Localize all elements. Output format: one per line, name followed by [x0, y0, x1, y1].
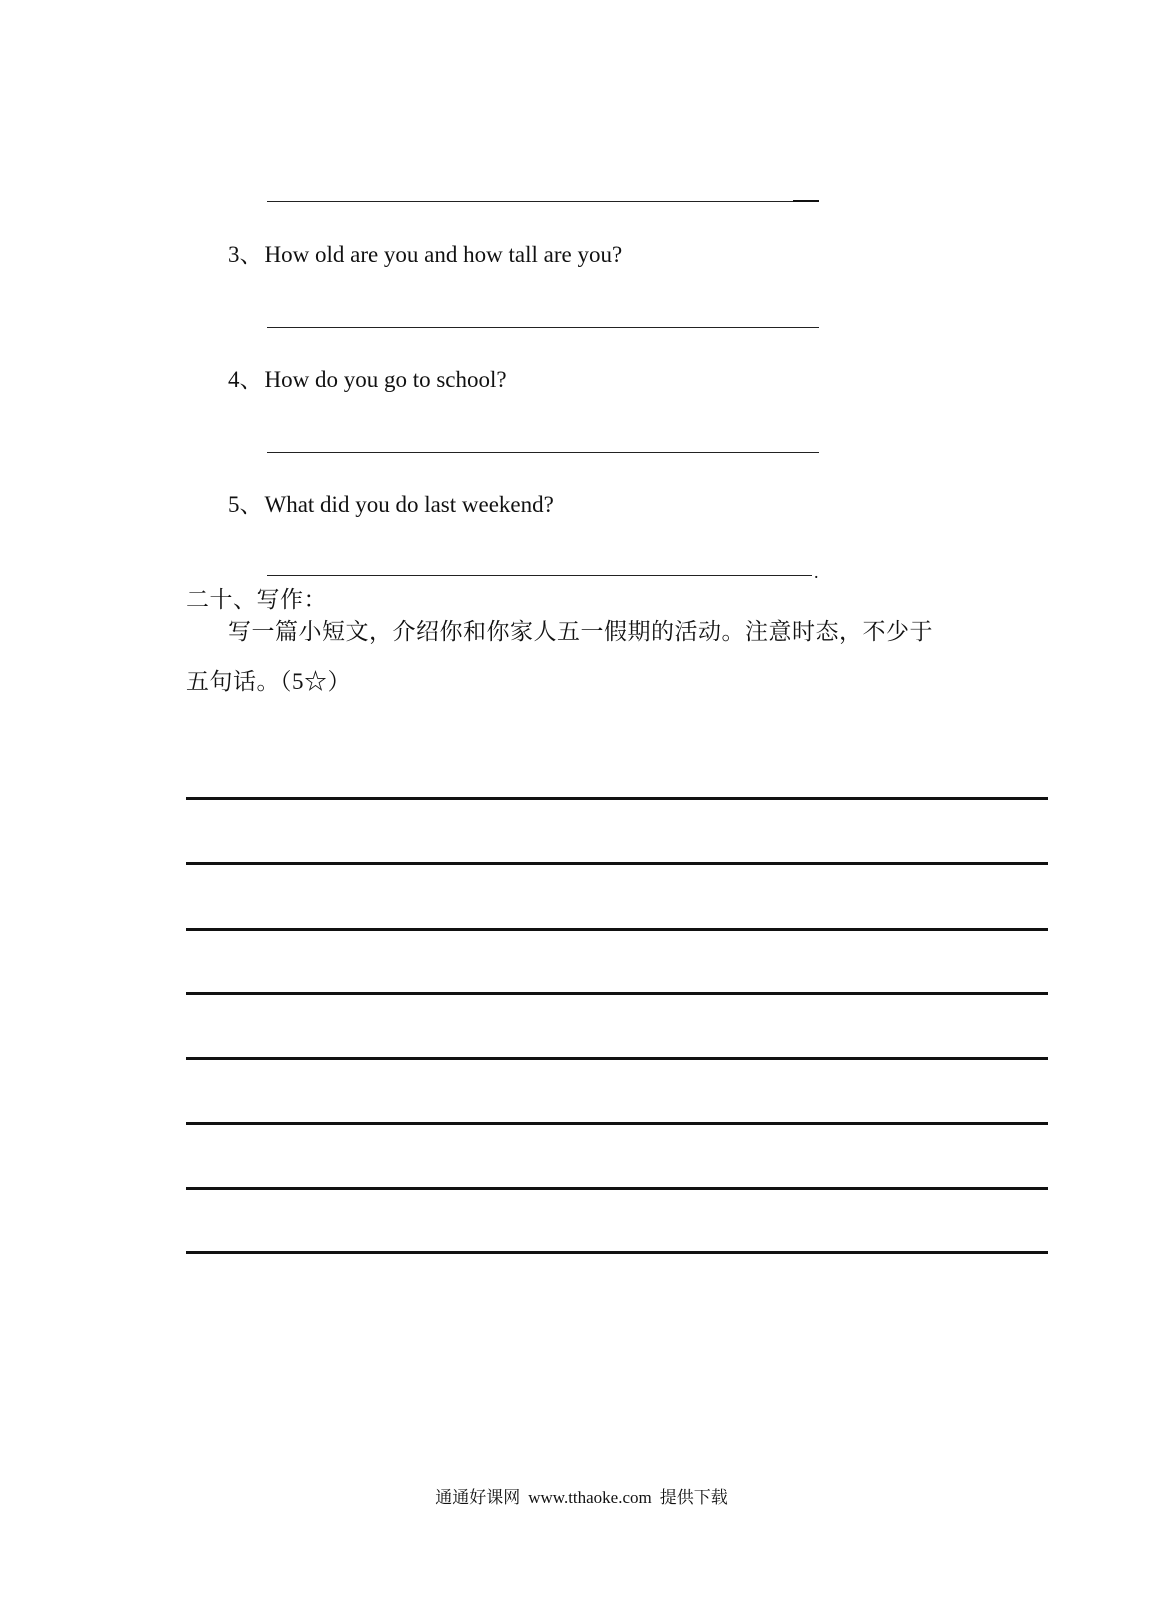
answer-line-q5[interactable]	[267, 575, 812, 576]
question-number: 3、	[228, 242, 263, 267]
writing-line-2[interactable]	[186, 862, 1048, 865]
writing-line-4[interactable]	[186, 992, 1048, 995]
question-text: How old are you and how tall are you?	[264, 242, 623, 267]
question-number: 4、	[228, 367, 263, 392]
footer-tagline: 提供下载	[659, 1488, 728, 1507]
question-text: How do you go to school?	[264, 367, 507, 392]
question-4	[228, 366, 507, 394]
answer-line-q2-tail	[793, 200, 819, 202]
writing-line-7[interactable]	[186, 1187, 1048, 1190]
writing-line-3[interactable]	[186, 928, 1048, 931]
question-number: 5、	[228, 492, 263, 517]
answer-line-q2[interactable]	[267, 201, 795, 202]
section-heading: 二十、写作：	[186, 587, 327, 612]
writing-instruction-line1: 写一篇小短文，介绍你和你家人五一假期的活动。注意时态，不少于	[228, 619, 933, 644]
writing-instruction-line2: 五句话。（5☆）	[186, 669, 351, 694]
answer-end-mark: .	[814, 562, 819, 582]
writing-line-8[interactable]	[186, 1251, 1048, 1254]
page-footer	[0, 1487, 1163, 1509]
question-3	[228, 241, 622, 269]
footer-url[interactable]: www.tthaoke.com	[528, 1488, 652, 1507]
answer-line-q4[interactable]	[267, 452, 819, 453]
footer-site-name: 通通好课网	[435, 1488, 521, 1507]
writing-line-1[interactable]	[186, 797, 1048, 800]
question-5	[228, 491, 554, 519]
question-text: What did you do last weekend?	[264, 492, 554, 517]
writing-line-6[interactable]	[186, 1122, 1048, 1125]
writing-line-5[interactable]	[186, 1057, 1048, 1060]
answer-line-q3[interactable]	[267, 327, 819, 328]
